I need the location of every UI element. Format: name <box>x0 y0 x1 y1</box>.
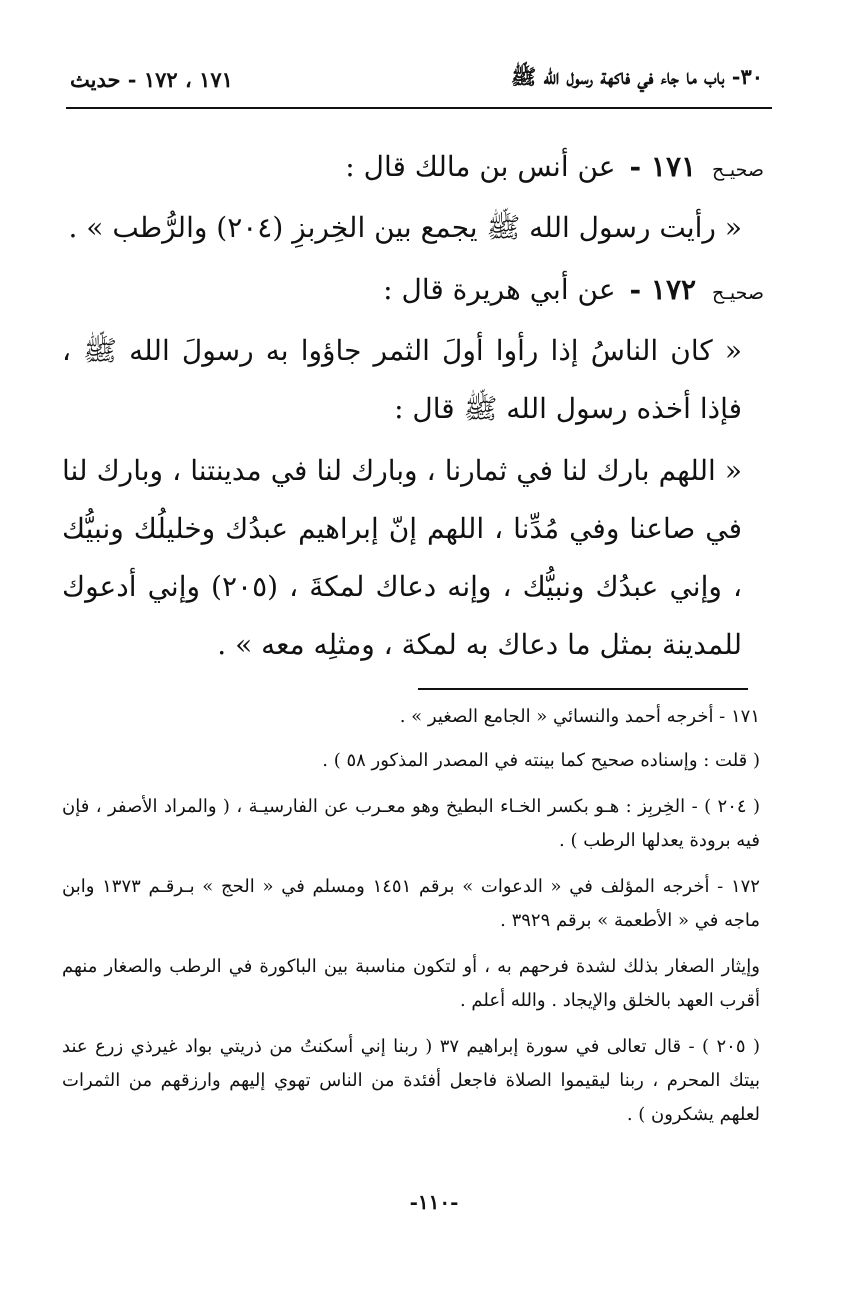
hadith-grade: صحيـح <box>712 282 764 304</box>
footnote: ( قلت : وإسناده صحيح كما بينته في المصدر المذكور ٥٨ ) . <box>322 750 760 771</box>
hadith-heading <box>62 261 764 322</box>
hadith-grade: صحيـح <box>712 159 764 181</box>
hadith-number: ١٧١ - <box>629 150 697 183</box>
footnote: وإيثار الصغار بذلك لشدة فرحهم به ، أو لتكون مناسبة بين الباكورة في الرطب والصغار منهم أقرب العهد بالخلق والإيجاد . والله أعلم . <box>62 956 760 1011</box>
hadith-number: ١٧٢ - <box>629 273 697 306</box>
chapter-title: ٣٠- باب ما جاء في فاكهة رسول الله ﷺ <box>510 63 763 89</box>
hadith-heading <box>62 138 764 199</box>
footnotes <box>62 700 760 1144</box>
hadith-text: « رأيت رسول الله ﷺ يجمع بين الخِربزِ (٢٠٤) والرُّطب » . <box>68 211 742 244</box>
hadith-range: ١٧١ ، ١٧٢ - حديث <box>70 66 233 92</box>
header-divider <box>66 107 772 109</box>
footnote: ١٧١ - أخرجه أحمد والنسائي « الجامع الصغير » . <box>399 706 760 727</box>
hadith-intro: عن أبي هريرة قال : <box>383 273 616 306</box>
hadith-intro: عن أنس بن مالك قال : <box>345 150 616 183</box>
footnote: ( ٢٠٤ ) - الخِربِز : هـو بكسر الخـاء البطيخ وهو معـرب عن الفارسيـة ، ( والمراد الأصفر ، فإن فيه برودة يعدلها الرطب ) . <box>62 796 760 851</box>
main-text <box>62 138 764 674</box>
page-header <box>70 62 763 96</box>
hadith-text: « اللهم بارك لنا في ثمارنا ، وبارك لنا في مدينتنا ، وبارك لنا في صاعنا وفي مُدِّنا ، اللهم إنّ إبراهيم عبدُك وخليلُك ونبيُّك ، وإني عبدُك ونبيُّك ، وإنه دعاك لمكةَ ، (٢٠٥) وإني أدعوك للمدينة بمثل ما دعاك به لمكة ، ومثلِه معه » . <box>62 454 742 661</box>
footnote-divider <box>418 688 748 690</box>
hadith-text: « كان الناسُ إذا رأوا أولَ الثمر جاؤوا به رسولَ الله ﷺ ، فإذا أخذه رسول الله ﷺ قال : <box>62 334 742 425</box>
page-number: -١١٠- <box>409 1190 459 1214</box>
footnote: ( ٢٠٥ ) - قال تعالى في سورة إبراهيم ٣٧ ( ربنا إني أسكنتُ من ذريتي بواد غيرذي زرع عند بيتك المحرم ، ربنا ليقيموا الصلاة فاجعل أفئدة من الناس تهوي إليهم وارزقهم من الثمرات لعلهم يشكرون ) . <box>62 1036 760 1125</box>
footnote: ١٧٢ - أخرجه المؤلف في « الدعوات » برقم ١٤٥١ ومسلم في « الحج » بـرقـم ١٣٧٣ وابن ماجه في « الأطعمة » برقم ٣٩٢٩ . <box>62 876 760 931</box>
